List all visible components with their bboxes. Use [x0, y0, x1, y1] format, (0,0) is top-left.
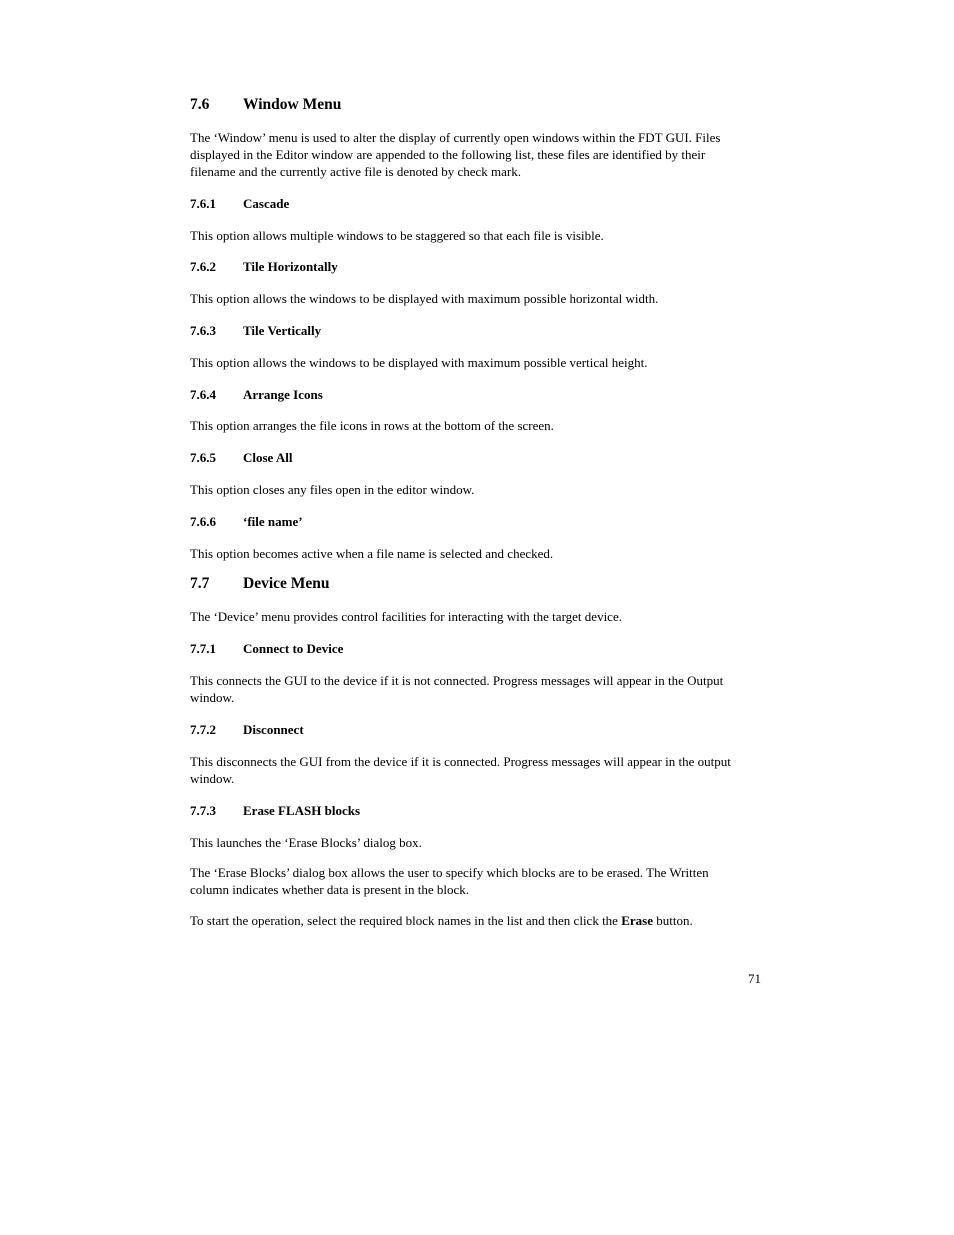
- subsection-title: Erase FLASH blocks: [243, 803, 361, 818]
- paragraph: [190, 912, 750, 929]
- subsection-number: 7.6.1: [190, 196, 216, 211]
- subsection-title: Connect to Device: [243, 641, 344, 656]
- subsection-title: Tile Vertically: [243, 323, 322, 338]
- paragraph: This option allows multiple windows to be staggered so that each file is visible.: [190, 228, 604, 243]
- paragraph: This option arranges the file icons in rows at the bottom of the screen.: [190, 418, 554, 433]
- subsection-title: Disconnect: [243, 722, 304, 737]
- subsection-title: Tile Horizontally: [243, 259, 338, 274]
- paragraph: This option allows the windows to be displayed with maximum possible horizontal width.: [190, 291, 659, 306]
- paragraph: This connects the GUI to the device if it is not connected. Progress messages will appear in the Output window.: [190, 673, 724, 705]
- subsection-heading-7-6-2: [190, 259, 338, 275]
- section-title: Device Menu: [243, 575, 330, 592]
- subsection-title: ‘file name’: [243, 514, 303, 529]
- paragraph: This option closes any files open in the editor window.: [190, 482, 475, 497]
- subsection-heading-7-6-6: [190, 514, 303, 530]
- paragraph-text: To start the operation, select the required block names in the list and then click the: [190, 913, 622, 928]
- subsection-title: Close All: [243, 450, 293, 465]
- section-title: Window Menu: [243, 96, 342, 113]
- subsection-heading-7-6-1: [190, 196, 289, 212]
- subsection-heading-7-7-3: [190, 803, 360, 819]
- subsection-number: 7.7.2: [190, 722, 216, 737]
- erase-button-reference: Erase: [621, 913, 653, 928]
- subsection-number: 7.7.1: [190, 641, 216, 656]
- paragraph: This disconnects the GUI from the device if it is connected. Progress messages will appear in the output window.: [190, 754, 731, 786]
- subsection-number: 7.6.2: [190, 259, 216, 274]
- subsection-heading-7-6-5: [190, 450, 292, 466]
- subsection-number: 7.6.6: [190, 514, 216, 529]
- subsection-number: 7.6.5: [190, 450, 216, 465]
- paragraph-text: button.: [652, 913, 693, 928]
- subsection-number: 7.7.3: [190, 803, 216, 818]
- subsection-title: Cascade: [243, 196, 290, 211]
- section-heading-7-6: [190, 96, 341, 114]
- subsection-heading-7-7-1: [190, 641, 343, 657]
- paragraph: This option allows the windows to be displayed with maximum possible vertical height.: [190, 355, 648, 370]
- section-intro: The ‘Window’ menu is used to alter the display of currently open windows within the FDT GUI. Files displayed in the Editor window are appended to the following list, these files are identified by their filename and the currently active file is denoted by check mark.: [190, 130, 721, 179]
- subsection-heading-7-7-2: [190, 722, 304, 738]
- subsection-heading-7-6-3: [190, 323, 321, 339]
- page-number: 71: [748, 971, 761, 986]
- subsection-heading-7-6-4: [190, 387, 323, 403]
- subsection-number: 7.6.3: [190, 323, 216, 338]
- subsection-title: Arrange Icons: [243, 387, 323, 402]
- section-heading-7-7: [190, 575, 330, 593]
- paragraph: The ‘Erase Blocks’ dialog box allows the user to specify which blocks are to be erased. The Written column indicates whether data is present in the block.: [190, 865, 709, 897]
- section-number: 7.6: [190, 96, 210, 113]
- section-number: 7.7: [190, 575, 210, 592]
- paragraph: This launches the ‘Erase Blocks’ dialog box.: [190, 835, 422, 850]
- section-intro: The ‘Device’ menu provides control facilities for interacting with the target device.: [190, 609, 622, 624]
- subsection-number: 7.6.4: [190, 387, 216, 402]
- paragraph: This option becomes active when a file name is selected and checked.: [190, 546, 554, 561]
